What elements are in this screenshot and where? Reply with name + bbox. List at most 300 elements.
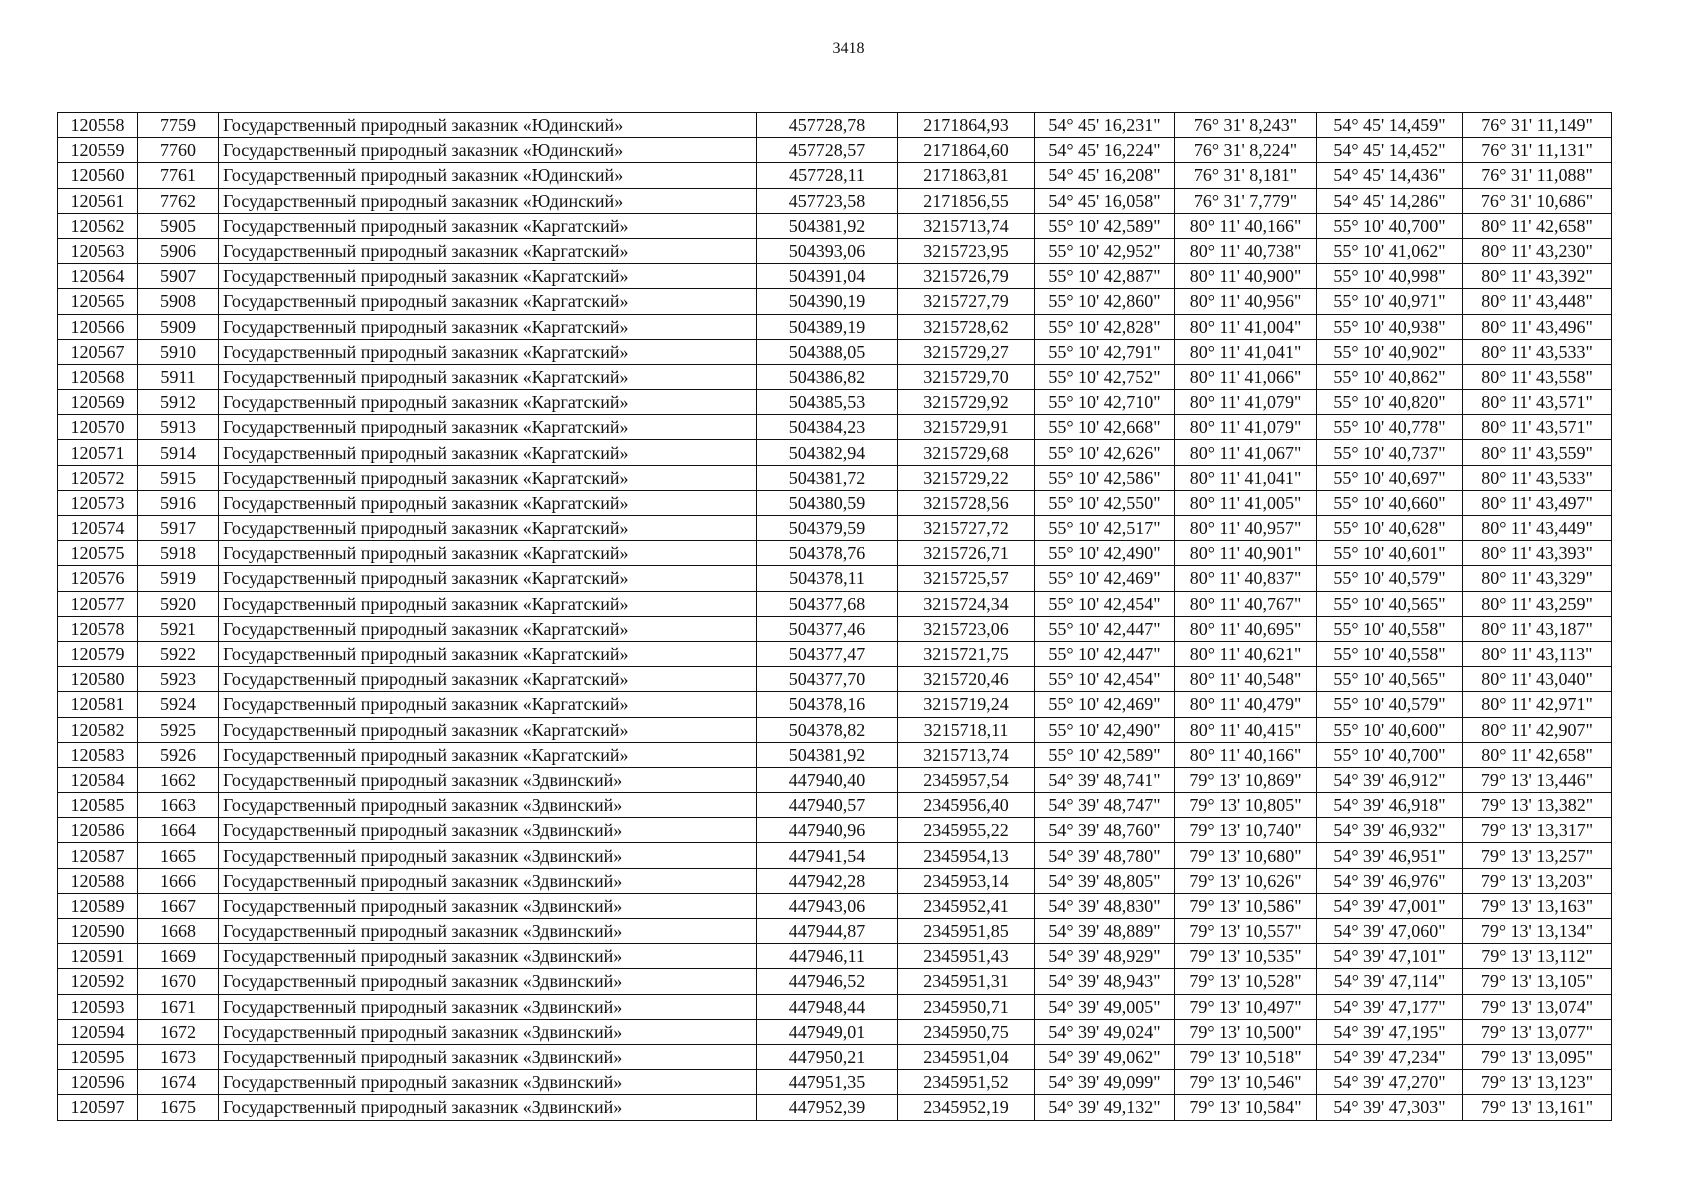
table-row xyxy=(58,1044,1612,1069)
y-coordinate-cell: 3215729,22 xyxy=(898,465,1035,490)
x-coordinate-cell: 447940,40 xyxy=(757,767,898,792)
reserve-name-cell: Государственный природный заказник «Здвинский» xyxy=(219,893,757,918)
row-number-cell: 120589 xyxy=(58,893,138,918)
latitude-alt-cell: 54° 39' 47,303" xyxy=(1317,1095,1463,1120)
point-number-cell: 5911 xyxy=(138,364,219,389)
reserve-name-cell: Государственный природный заказник «Каргатский» xyxy=(219,264,757,289)
reserve-name-cell: Государственный природный заказник «Здвинский» xyxy=(219,1044,757,1069)
latitude-alt-cell: 55° 10' 40,971" xyxy=(1317,289,1463,314)
latitude-cell: 55° 10' 42,447" xyxy=(1035,641,1175,666)
latitude-alt-cell: 54° 39' 46,951" xyxy=(1317,843,1463,868)
reserve-name-cell: Государственный природный заказник «Каргатский» xyxy=(219,440,757,465)
x-coordinate-cell: 457728,11 xyxy=(757,163,898,188)
latitude-alt-cell: 54° 45' 14,452" xyxy=(1317,138,1463,163)
latitude-alt-cell: 55° 10' 40,660" xyxy=(1317,490,1463,515)
longitude-cell: 76° 31' 8,224" xyxy=(1175,138,1317,163)
longitude-alt-cell: 80° 11' 43,113" xyxy=(1463,641,1612,666)
reserve-name-cell: Государственный природный заказник «Каргатский» xyxy=(219,289,757,314)
latitude-cell: 55° 10' 42,752" xyxy=(1035,364,1175,389)
reserve-name-cell: Государственный природный заказник «Здвинский» xyxy=(219,767,757,792)
longitude-alt-cell: 79° 13' 13,077" xyxy=(1463,1019,1612,1044)
table-row xyxy=(58,314,1612,339)
table-row xyxy=(58,566,1612,591)
longitude-alt-cell: 80° 11' 43,329" xyxy=(1463,566,1612,591)
y-coordinate-cell: 3215728,56 xyxy=(898,490,1035,515)
longitude-cell: 80° 11' 40,166" xyxy=(1175,742,1317,767)
latitude-alt-cell: 55° 10' 40,558" xyxy=(1317,616,1463,641)
point-number-cell: 5910 xyxy=(138,339,219,364)
table-row xyxy=(58,541,1612,566)
point-number-cell: 5923 xyxy=(138,667,219,692)
x-coordinate-cell: 504377,46 xyxy=(757,616,898,641)
row-number-cell: 120563 xyxy=(58,238,138,263)
longitude-alt-cell: 80° 11' 43,533" xyxy=(1463,465,1612,490)
point-number-cell: 1673 xyxy=(138,1044,219,1069)
x-coordinate-cell: 504380,59 xyxy=(757,490,898,515)
longitude-alt-cell: 80° 11' 43,559" xyxy=(1463,440,1612,465)
x-coordinate-cell: 504378,82 xyxy=(757,717,898,742)
table-row xyxy=(58,919,1612,944)
y-coordinate-cell: 3215729,91 xyxy=(898,415,1035,440)
longitude-cell: 79° 13' 10,535" xyxy=(1175,944,1317,969)
point-number-cell: 1667 xyxy=(138,893,219,918)
longitude-cell: 80° 11' 40,957" xyxy=(1175,516,1317,541)
table-row xyxy=(58,667,1612,692)
row-number-cell: 120582 xyxy=(58,717,138,742)
longitude-cell: 80° 11' 40,900" xyxy=(1175,264,1317,289)
longitude-alt-cell: 76° 31' 11,088" xyxy=(1463,163,1612,188)
latitude-cell: 54° 39' 49,099" xyxy=(1035,1070,1175,1095)
latitude-cell: 54° 39' 48,760" xyxy=(1035,818,1175,843)
point-number-cell: 5922 xyxy=(138,641,219,666)
row-number-cell: 120566 xyxy=(58,314,138,339)
longitude-alt-cell: 79° 13' 13,161" xyxy=(1463,1095,1612,1120)
latitude-alt-cell: 54° 45' 14,286" xyxy=(1317,188,1463,213)
latitude-alt-cell: 55° 10' 40,579" xyxy=(1317,692,1463,717)
longitude-alt-cell: 80° 11' 43,230" xyxy=(1463,238,1612,263)
reserve-name-cell: Государственный природный заказник «Каргатский» xyxy=(219,566,757,591)
x-coordinate-cell: 504391,04 xyxy=(757,264,898,289)
longitude-alt-cell: 80° 11' 43,496" xyxy=(1463,314,1612,339)
table-row xyxy=(58,591,1612,616)
longitude-alt-cell: 80° 11' 43,259" xyxy=(1463,591,1612,616)
longitude-alt-cell: 80° 11' 43,558" xyxy=(1463,364,1612,389)
y-coordinate-cell: 3215721,75 xyxy=(898,641,1035,666)
longitude-cell: 80° 11' 40,767" xyxy=(1175,591,1317,616)
longitude-cell: 80° 11' 40,837" xyxy=(1175,566,1317,591)
longitude-cell: 79° 13' 10,740" xyxy=(1175,818,1317,843)
row-number-cell: 120581 xyxy=(58,692,138,717)
table-row xyxy=(58,188,1612,213)
longitude-alt-cell: 79° 13' 13,163" xyxy=(1463,893,1612,918)
row-number-cell: 120568 xyxy=(58,364,138,389)
reserve-name-cell: Государственный природный заказник «Каргатский» xyxy=(219,667,757,692)
latitude-cell: 55° 10' 42,589" xyxy=(1035,742,1175,767)
point-number-cell: 1662 xyxy=(138,767,219,792)
latitude-alt-cell: 55° 10' 41,062" xyxy=(1317,238,1463,263)
reserve-name-cell: Государственный природный заказник «Здвинский» xyxy=(219,1019,757,1044)
table-row xyxy=(58,339,1612,364)
reserve-name-cell: Государственный природный заказник «Здвинский» xyxy=(219,969,757,994)
y-coordinate-cell: 3215729,68 xyxy=(898,440,1035,465)
row-number-cell: 120587 xyxy=(58,843,138,868)
x-coordinate-cell: 504379,59 xyxy=(757,516,898,541)
table-row xyxy=(58,793,1612,818)
x-coordinate-cell: 447951,35 xyxy=(757,1070,898,1095)
x-coordinate-cell: 504378,76 xyxy=(757,541,898,566)
row-number-cell: 120575 xyxy=(58,541,138,566)
reserve-name-cell: Государственный природный заказник «Каргатский» xyxy=(219,364,757,389)
longitude-cell: 80° 11' 41,067" xyxy=(1175,440,1317,465)
point-number-cell: 5921 xyxy=(138,616,219,641)
longitude-cell: 80° 11' 41,004" xyxy=(1175,314,1317,339)
reserve-name-cell: Государственный природный заказник «Каргатский» xyxy=(219,591,757,616)
row-number-cell: 120597 xyxy=(58,1095,138,1120)
row-number-cell: 120595 xyxy=(58,1044,138,1069)
longitude-cell: 79° 13' 10,586" xyxy=(1175,893,1317,918)
latitude-alt-cell: 55° 10' 40,600" xyxy=(1317,717,1463,742)
latitude-alt-cell: 55° 10' 40,579" xyxy=(1317,566,1463,591)
longitude-alt-cell: 79° 13' 13,317" xyxy=(1463,818,1612,843)
row-number-cell: 120594 xyxy=(58,1019,138,1044)
latitude-cell: 55° 10' 42,454" xyxy=(1035,591,1175,616)
point-number-cell: 5909 xyxy=(138,314,219,339)
latitude-cell: 54° 39' 49,132" xyxy=(1035,1095,1175,1120)
y-coordinate-cell: 3215728,62 xyxy=(898,314,1035,339)
y-coordinate-cell: 3215718,11 xyxy=(898,717,1035,742)
point-number-cell: 5918 xyxy=(138,541,219,566)
point-number-cell: 5924 xyxy=(138,692,219,717)
table-row xyxy=(58,843,1612,868)
table-row xyxy=(58,994,1612,1019)
coordinates-table xyxy=(57,112,1612,1121)
x-coordinate-cell: 447941,54 xyxy=(757,843,898,868)
longitude-alt-cell: 80° 11' 43,393" xyxy=(1463,541,1612,566)
longitude-alt-cell: 79° 13' 13,074" xyxy=(1463,994,1612,1019)
latitude-cell: 55° 10' 42,586" xyxy=(1035,465,1175,490)
y-coordinate-cell: 2345951,85 xyxy=(898,919,1035,944)
latitude-alt-cell: 55° 10' 40,697" xyxy=(1317,465,1463,490)
latitude-cell: 55° 10' 42,550" xyxy=(1035,490,1175,515)
latitude-alt-cell: 54° 39' 47,234" xyxy=(1317,1044,1463,1069)
y-coordinate-cell: 2345956,40 xyxy=(898,793,1035,818)
point-number-cell: 5926 xyxy=(138,742,219,767)
row-number-cell: 120560 xyxy=(58,163,138,188)
longitude-cell: 79° 13' 10,626" xyxy=(1175,868,1317,893)
latitude-cell: 55° 10' 42,447" xyxy=(1035,616,1175,641)
x-coordinate-cell: 457723,58 xyxy=(757,188,898,213)
y-coordinate-cell: 2345951,52 xyxy=(898,1070,1035,1095)
y-coordinate-cell: 3215720,46 xyxy=(898,667,1035,692)
reserve-name-cell: Государственный природный заказник «Каргатский» xyxy=(219,339,757,364)
y-coordinate-cell: 3215729,70 xyxy=(898,364,1035,389)
latitude-cell: 54° 39' 49,005" xyxy=(1035,994,1175,1019)
longitude-cell: 79° 13' 10,805" xyxy=(1175,793,1317,818)
y-coordinate-cell: 2345953,14 xyxy=(898,868,1035,893)
x-coordinate-cell: 447946,11 xyxy=(757,944,898,969)
x-coordinate-cell: 504390,19 xyxy=(757,289,898,314)
row-number-cell: 120590 xyxy=(58,919,138,944)
longitude-cell: 80° 11' 41,066" xyxy=(1175,364,1317,389)
x-coordinate-cell: 504381,92 xyxy=(757,213,898,238)
reserve-name-cell: Государственный природный заказник «Каргатский» xyxy=(219,314,757,339)
point-number-cell: 7762 xyxy=(138,188,219,213)
reserve-name-cell: Государственный природный заказник «Юдинский» xyxy=(219,138,757,163)
reserve-name-cell: Государственный природный заказник «Каргатский» xyxy=(219,541,757,566)
latitude-cell: 55° 10' 42,490" xyxy=(1035,717,1175,742)
longitude-cell: 80° 11' 40,479" xyxy=(1175,692,1317,717)
table-row xyxy=(58,264,1612,289)
y-coordinate-cell: 3215719,24 xyxy=(898,692,1035,717)
reserve-name-cell: Государственный природный заказник «Здвинский» xyxy=(219,919,757,944)
longitude-cell: 80° 11' 40,738" xyxy=(1175,238,1317,263)
point-number-cell: 1675 xyxy=(138,1095,219,1120)
x-coordinate-cell: 504389,19 xyxy=(757,314,898,339)
row-number-cell: 120565 xyxy=(58,289,138,314)
longitude-cell: 79° 13' 10,557" xyxy=(1175,919,1317,944)
y-coordinate-cell: 2171864,93 xyxy=(898,113,1035,138)
longitude-alt-cell: 76° 31' 10,686" xyxy=(1463,188,1612,213)
x-coordinate-cell: 447940,57 xyxy=(757,793,898,818)
point-number-cell: 7759 xyxy=(138,113,219,138)
longitude-alt-cell: 80° 11' 43,449" xyxy=(1463,516,1612,541)
longitude-cell: 80° 11' 40,956" xyxy=(1175,289,1317,314)
latitude-cell: 55° 10' 42,454" xyxy=(1035,667,1175,692)
point-number-cell: 1669 xyxy=(138,944,219,969)
latitude-cell: 54° 39' 48,830" xyxy=(1035,893,1175,918)
y-coordinate-cell: 3215727,72 xyxy=(898,516,1035,541)
table-row xyxy=(58,818,1612,843)
table-body xyxy=(58,113,1612,1121)
row-number-cell: 120569 xyxy=(58,390,138,415)
table-row xyxy=(58,490,1612,515)
reserve-name-cell: Государственный природный заказник «Здвинский» xyxy=(219,793,757,818)
latitude-alt-cell: 54° 39' 46,912" xyxy=(1317,767,1463,792)
latitude-alt-cell: 54° 39' 47,195" xyxy=(1317,1019,1463,1044)
longitude-cell: 79° 13' 10,584" xyxy=(1175,1095,1317,1120)
latitude-cell: 54° 39' 48,929" xyxy=(1035,944,1175,969)
point-number-cell: 5908 xyxy=(138,289,219,314)
point-number-cell: 1672 xyxy=(138,1019,219,1044)
point-number-cell: 1663 xyxy=(138,793,219,818)
point-number-cell: 1674 xyxy=(138,1070,219,1095)
longitude-cell: 80° 11' 41,005" xyxy=(1175,490,1317,515)
row-number-cell: 120588 xyxy=(58,868,138,893)
latitude-alt-cell: 54° 39' 47,060" xyxy=(1317,919,1463,944)
longitude-cell: 79° 13' 10,680" xyxy=(1175,843,1317,868)
latitude-cell: 55° 10' 42,589" xyxy=(1035,213,1175,238)
x-coordinate-cell: 504388,05 xyxy=(757,339,898,364)
row-number-cell: 120576 xyxy=(58,566,138,591)
point-number-cell: 5912 xyxy=(138,390,219,415)
reserve-name-cell: Государственный природный заказник «Каргатский» xyxy=(219,616,757,641)
reserve-name-cell: Государственный природный заказник «Каргатский» xyxy=(219,390,757,415)
table-row xyxy=(58,692,1612,717)
longitude-cell: 80° 11' 40,695" xyxy=(1175,616,1317,641)
row-number-cell: 120573 xyxy=(58,490,138,515)
row-number-cell: 120571 xyxy=(58,440,138,465)
latitude-alt-cell: 55° 10' 40,565" xyxy=(1317,591,1463,616)
y-coordinate-cell: 3215723,06 xyxy=(898,616,1035,641)
y-coordinate-cell: 3215713,74 xyxy=(898,213,1035,238)
latitude-cell: 55° 10' 42,469" xyxy=(1035,566,1175,591)
latitude-alt-cell: 54° 39' 47,114" xyxy=(1317,969,1463,994)
x-coordinate-cell: 504386,82 xyxy=(757,364,898,389)
row-number-cell: 120577 xyxy=(58,591,138,616)
point-number-cell: 5905 xyxy=(138,213,219,238)
longitude-cell: 80° 11' 40,621" xyxy=(1175,641,1317,666)
x-coordinate-cell: 447940,96 xyxy=(757,818,898,843)
y-coordinate-cell: 2345955,22 xyxy=(898,818,1035,843)
longitude-cell: 80° 11' 40,901" xyxy=(1175,541,1317,566)
reserve-name-cell: Государственный природный заказник «Здвинский» xyxy=(219,1070,757,1095)
longitude-cell: 79° 13' 10,497" xyxy=(1175,994,1317,1019)
longitude-alt-cell: 79° 13' 13,134" xyxy=(1463,919,1612,944)
point-number-cell: 5906 xyxy=(138,238,219,263)
latitude-alt-cell: 55° 10' 40,938" xyxy=(1317,314,1463,339)
latitude-cell: 54° 45' 16,231" xyxy=(1035,113,1175,138)
reserve-name-cell: Государственный природный заказник «Здвинский» xyxy=(219,1095,757,1120)
point-number-cell: 1671 xyxy=(138,994,219,1019)
table-row xyxy=(58,969,1612,994)
latitude-alt-cell: 55° 10' 40,601" xyxy=(1317,541,1463,566)
table-row xyxy=(58,163,1612,188)
point-number-cell: 1670 xyxy=(138,969,219,994)
x-coordinate-cell: 504382,94 xyxy=(757,440,898,465)
table-row xyxy=(58,1095,1612,1120)
latitude-alt-cell: 55° 10' 40,778" xyxy=(1317,415,1463,440)
longitude-cell: 79° 13' 10,546" xyxy=(1175,1070,1317,1095)
point-number-cell: 5920 xyxy=(138,591,219,616)
point-number-cell: 5907 xyxy=(138,264,219,289)
table-row xyxy=(58,616,1612,641)
longitude-alt-cell: 80° 11' 43,040" xyxy=(1463,667,1612,692)
latitude-alt-cell: 55° 10' 40,998" xyxy=(1317,264,1463,289)
x-coordinate-cell: 504377,47 xyxy=(757,641,898,666)
latitude-alt-cell: 54° 39' 47,270" xyxy=(1317,1070,1463,1095)
reserve-name-cell: Государственный природный заказник «Здвинский» xyxy=(219,818,757,843)
reserve-name-cell: Государственный природный заказник «Юдинский» xyxy=(219,113,757,138)
row-number-cell: 120593 xyxy=(58,994,138,1019)
table-row xyxy=(58,440,1612,465)
reserve-name-cell: Государственный природный заказник «Юдинский» xyxy=(219,188,757,213)
point-number-cell: 5925 xyxy=(138,717,219,742)
row-number-cell: 120586 xyxy=(58,818,138,843)
latitude-cell: 54° 39' 49,062" xyxy=(1035,1044,1175,1069)
latitude-alt-cell: 55° 10' 40,862" xyxy=(1317,364,1463,389)
y-coordinate-cell: 2171863,81 xyxy=(898,163,1035,188)
point-number-cell: 7761 xyxy=(138,163,219,188)
row-number-cell: 120596 xyxy=(58,1070,138,1095)
longitude-cell: 80° 11' 41,079" xyxy=(1175,390,1317,415)
latitude-alt-cell: 54° 39' 47,101" xyxy=(1317,944,1463,969)
point-number-cell: 5919 xyxy=(138,566,219,591)
latitude-cell: 55° 10' 42,626" xyxy=(1035,440,1175,465)
longitude-alt-cell: 79° 13' 13,257" xyxy=(1463,843,1612,868)
latitude-alt-cell: 54° 39' 46,976" xyxy=(1317,868,1463,893)
table-row xyxy=(58,641,1612,666)
y-coordinate-cell: 3215726,79 xyxy=(898,264,1035,289)
x-coordinate-cell: 504377,70 xyxy=(757,667,898,692)
x-coordinate-cell: 504377,68 xyxy=(757,591,898,616)
latitude-cell: 55° 10' 42,887" xyxy=(1035,264,1175,289)
table-row xyxy=(58,415,1612,440)
y-coordinate-cell: 2345951,31 xyxy=(898,969,1035,994)
longitude-alt-cell: 79° 13' 13,105" xyxy=(1463,969,1612,994)
table-row xyxy=(58,364,1612,389)
latitude-cell: 54° 39' 48,805" xyxy=(1035,868,1175,893)
x-coordinate-cell: 457728,78 xyxy=(757,113,898,138)
longitude-cell: 80° 11' 41,041" xyxy=(1175,339,1317,364)
latitude-cell: 55° 10' 42,517" xyxy=(1035,516,1175,541)
table-row xyxy=(58,465,1612,490)
row-number-cell: 120570 xyxy=(58,415,138,440)
reserve-name-cell: Государственный природный заказник «Каргатский» xyxy=(219,490,757,515)
table-row xyxy=(58,516,1612,541)
row-number-cell: 120578 xyxy=(58,616,138,641)
point-number-cell: 1665 xyxy=(138,843,219,868)
reserve-name-cell: Государственный природный заказник «Каргатский» xyxy=(219,692,757,717)
x-coordinate-cell: 504385,53 xyxy=(757,390,898,415)
longitude-cell: 79° 13' 10,869" xyxy=(1175,767,1317,792)
y-coordinate-cell: 3215726,71 xyxy=(898,541,1035,566)
table-row xyxy=(58,893,1612,918)
x-coordinate-cell: 504378,16 xyxy=(757,692,898,717)
latitude-alt-cell: 54° 45' 14,436" xyxy=(1317,163,1463,188)
longitude-alt-cell: 80° 11' 42,907" xyxy=(1463,717,1612,742)
longitude-cell: 76° 31' 7,779" xyxy=(1175,188,1317,213)
latitude-cell: 54° 45' 16,224" xyxy=(1035,138,1175,163)
table-row xyxy=(58,213,1612,238)
latitude-alt-cell: 54° 39' 46,932" xyxy=(1317,818,1463,843)
row-number-cell: 120574 xyxy=(58,516,138,541)
longitude-alt-cell: 80° 11' 43,533" xyxy=(1463,339,1612,364)
y-coordinate-cell: 3215725,57 xyxy=(898,566,1035,591)
latitude-cell: 55° 10' 42,668" xyxy=(1035,415,1175,440)
longitude-alt-cell: 80° 11' 43,392" xyxy=(1463,264,1612,289)
y-coordinate-cell: 2345951,43 xyxy=(898,944,1035,969)
longitude-alt-cell: 80° 11' 43,448" xyxy=(1463,289,1612,314)
table-row xyxy=(58,113,1612,138)
longitude-alt-cell: 80° 11' 43,571" xyxy=(1463,390,1612,415)
row-number-cell: 120562 xyxy=(58,213,138,238)
latitude-alt-cell: 54° 39' 47,177" xyxy=(1317,994,1463,1019)
x-coordinate-cell: 447952,39 xyxy=(757,1095,898,1120)
reserve-name-cell: Государственный природный заказник «Каргатский» xyxy=(219,742,757,767)
latitude-alt-cell: 54° 39' 47,001" xyxy=(1317,893,1463,918)
latitude-cell: 54° 45' 16,058" xyxy=(1035,188,1175,213)
table-row xyxy=(58,138,1612,163)
x-coordinate-cell: 504378,11 xyxy=(757,566,898,591)
x-coordinate-cell: 504384,23 xyxy=(757,415,898,440)
latitude-cell: 54° 39' 49,024" xyxy=(1035,1019,1175,1044)
longitude-cell: 79° 13' 10,500" xyxy=(1175,1019,1317,1044)
reserve-name-cell: Государственный природный заказник «Каргатский» xyxy=(219,213,757,238)
row-number-cell: 120584 xyxy=(58,767,138,792)
x-coordinate-cell: 457728,57 xyxy=(757,138,898,163)
longitude-alt-cell: 76° 31' 11,131" xyxy=(1463,138,1612,163)
y-coordinate-cell: 2345954,13 xyxy=(898,843,1035,868)
reserve-name-cell: Государственный природный заказник «Здвинский» xyxy=(219,994,757,1019)
latitude-cell: 55° 10' 42,490" xyxy=(1035,541,1175,566)
longitude-cell: 80° 11' 40,548" xyxy=(1175,667,1317,692)
longitude-alt-cell: 80° 11' 42,971" xyxy=(1463,692,1612,717)
latitude-cell: 54° 39' 48,943" xyxy=(1035,969,1175,994)
y-coordinate-cell: 3215723,95 xyxy=(898,238,1035,263)
x-coordinate-cell: 504393,06 xyxy=(757,238,898,263)
longitude-alt-cell: 80° 11' 42,658" xyxy=(1463,742,1612,767)
reserve-name-cell: Государственный природный заказник «Каргатский» xyxy=(219,465,757,490)
